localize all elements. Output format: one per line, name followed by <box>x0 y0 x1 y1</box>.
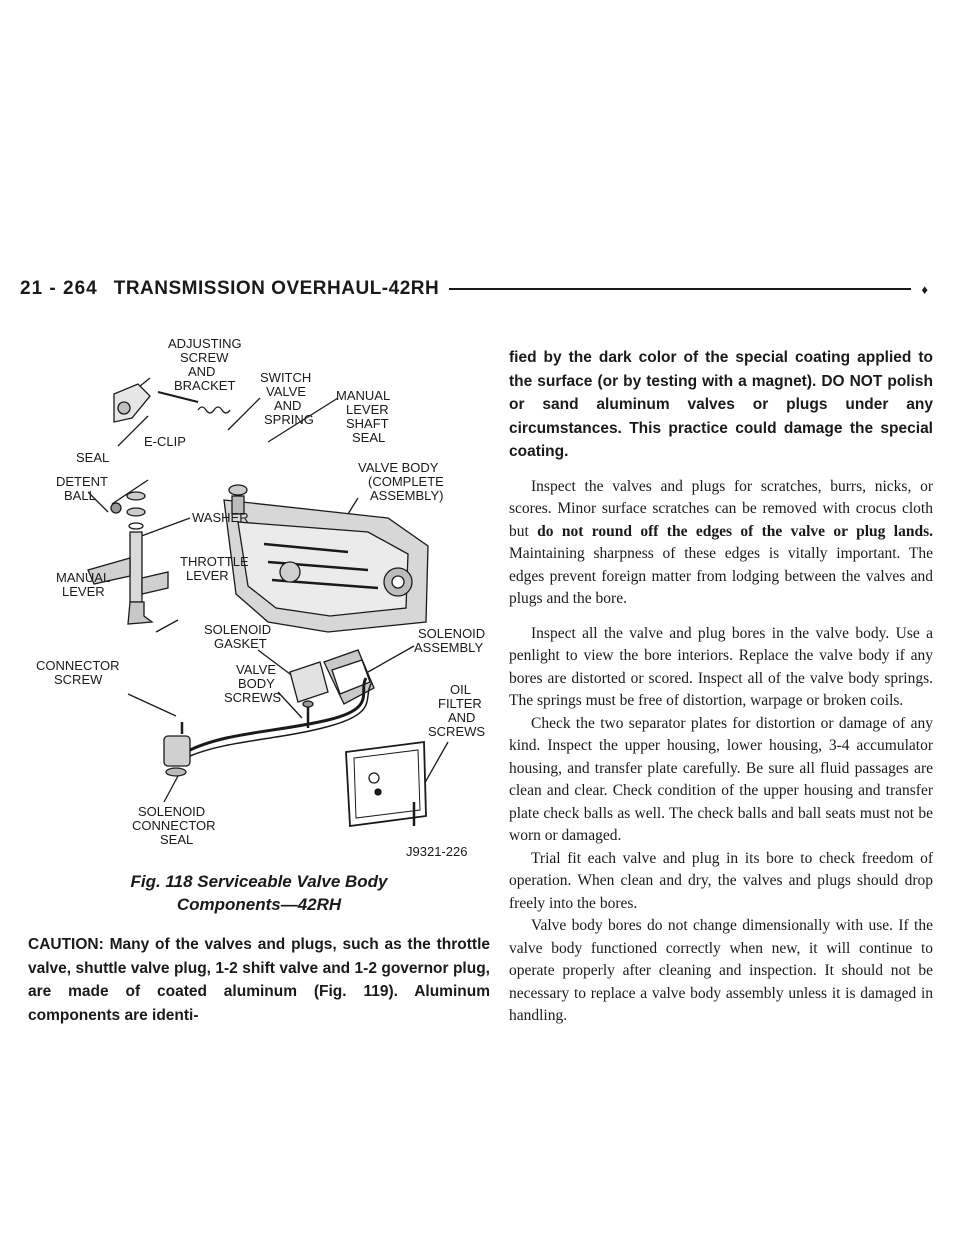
paragraph-inspect-valves-a: Inspect the valves and plugs for scratches, burrs, nicks, or scores. Minor surface scratches can be removed with crocus cloth but <box>509 477 933 540</box>
label-detent-1: DETENT <box>56 474 108 489</box>
label-switch-4: SPRING <box>264 412 314 427</box>
valve-body-figure <box>28 332 490 862</box>
label-oil-filter-1: OIL <box>450 682 471 697</box>
label-valve-body-1: VALVE BODY <box>358 460 439 475</box>
paragraph-inspect-bores: Inspect all the valve and plug bores in the valve body. Use a penlight to view the bore interiors. Replace the valve body if any bores are distorted or scored. Inspect all of the valve body springs. The springs must be free of distortion, warpage or broken coils. <box>509 624 933 709</box>
paragraph-inspect-valves <box>509 476 933 611</box>
label-solenoid-assembly-2: ASSEMBLY <box>414 640 484 655</box>
label-solenoid-assembly-1: SOLENOID <box>418 626 486 641</box>
label-throttle-2: LEVER <box>186 568 229 583</box>
label-throttle-1: THROTTLE <box>180 554 249 569</box>
label-detent-2: BALL <box>64 488 96 503</box>
label-manual-lever-1: MANUAL <box>56 570 111 585</box>
diamond-icon: ♦ <box>921 281 928 297</box>
caption-line-1: Fig. 118 Serviceable Valve Body <box>130 872 388 891</box>
label-manual-shaft-2: LEVER <box>346 402 389 417</box>
label-vb-screws-2: BODY <box>238 676 275 691</box>
caution-note: CAUTION: Many of the valves and plugs, such as the throttle valve, shuttle valve plug, 1-2 shift valve and 1-2 governor plug, are made of coated aluminum (Fig. 119). Aluminum components are identi- <box>28 936 490 1024</box>
paragraph-separator-plates: Check the two separator plates for distortion or damage of any kind. Inspect the upper housing, lower housing, 3-4 accumulator housing, and transfer plate carefully. Be sure all fluid passages are clean and clear. Check condition of the upper housing and transfer plate check balls as well. The check balls and ball seats must not be worn or damaged. <box>509 714 933 844</box>
label-switch-3: AND <box>274 398 302 413</box>
caption-line-2: Components—42RH <box>176 895 342 914</box>
label-connector-screw-1: CONNECTOR <box>36 658 120 673</box>
label-oil-filter-2: FILTER <box>438 696 482 711</box>
paragraph-inspect-valves-b: Maintaining sharpness of these edges is vitally important. The edges prevent foreign matter from lodging between the valves and plugs and the bore. <box>509 545 933 607</box>
page-number: 21 - 264 <box>20 278 98 299</box>
label-washer: WASHER <box>192 510 249 525</box>
label-connector-screw-2: SCREW <box>54 672 103 687</box>
label-solenoid-connector-3: SEAL <box>160 832 194 847</box>
figure-code: J9321-226 <box>406 844 468 859</box>
label-vb-screws-3: SCREWS <box>224 690 282 705</box>
paragraph-inspect-valves-bold: do not round off the edges of the valve or plug lands. <box>537 522 933 540</box>
figure-caption <box>28 870 490 916</box>
section-title: TRANSMISSION OVERHAUL-42RH <box>113 278 440 299</box>
label-solenoid-connector-1: SOLENOID <box>138 804 206 819</box>
label-adjusting-4: BRACKET <box>174 378 236 393</box>
label-valve-body-2: (COMPLETE <box>368 474 444 489</box>
label-vb-screws-1: VALVE <box>236 662 276 677</box>
header-rule <box>449 288 911 290</box>
label-e-clip: E-CLIP <box>144 434 186 449</box>
label-oil-filter-3: AND <box>448 710 476 725</box>
label-adjusting-3: AND <box>188 364 216 379</box>
label-solenoid-gasket-1: SOLENOID <box>204 622 272 637</box>
label-solenoid-connector-2: CONNECTOR <box>132 818 216 833</box>
label-manual-shaft-1: MANUAL <box>336 388 391 403</box>
label-switch-1: SWITCH <box>260 370 312 385</box>
exploded-diagram <box>28 332 490 862</box>
label-solenoid-gasket-2: GASKET <box>214 636 267 651</box>
label-manual-shaft-3: SHAFT <box>346 416 389 431</box>
label-switch-2: VALVE <box>266 384 306 399</box>
label-valve-body-3: ASSEMBLY) <box>370 488 444 503</box>
page-header <box>20 276 928 302</box>
label-seal: SEAL <box>76 450 110 465</box>
label-adjusting-2: SCREW <box>180 350 229 365</box>
coating-warning: fied by the dark color of the special coating applied to the surface (or by testing with a magnet). DO NOT polish or sand aluminum valves or plugs under any circumstances. This practice could damage the special coating. <box>509 349 933 460</box>
label-manual-lever-2: LEVER <box>62 584 105 599</box>
paragraph-trial-fit: Trial fit each valve and plug in its bore to check freedom of operation. When clean and dry, the valves and plugs should drop freely into the bores. <box>509 849 933 912</box>
label-manual-shaft-4: SEAL <box>352 430 386 445</box>
label-oil-filter-4: SCREWS <box>428 724 486 739</box>
label-adjusting-1: ADJUSTING <box>168 336 242 351</box>
paragraph-bore-dimensions: Valve body bores do not change dimensionally with use. If the valve body functioned correctly when new, it will continue to operate properly after cleaning and inspection. It should not be necessary to replace a valve body assembly unless it is damaged in handling. <box>509 917 933 1024</box>
right-column <box>509 346 933 1028</box>
